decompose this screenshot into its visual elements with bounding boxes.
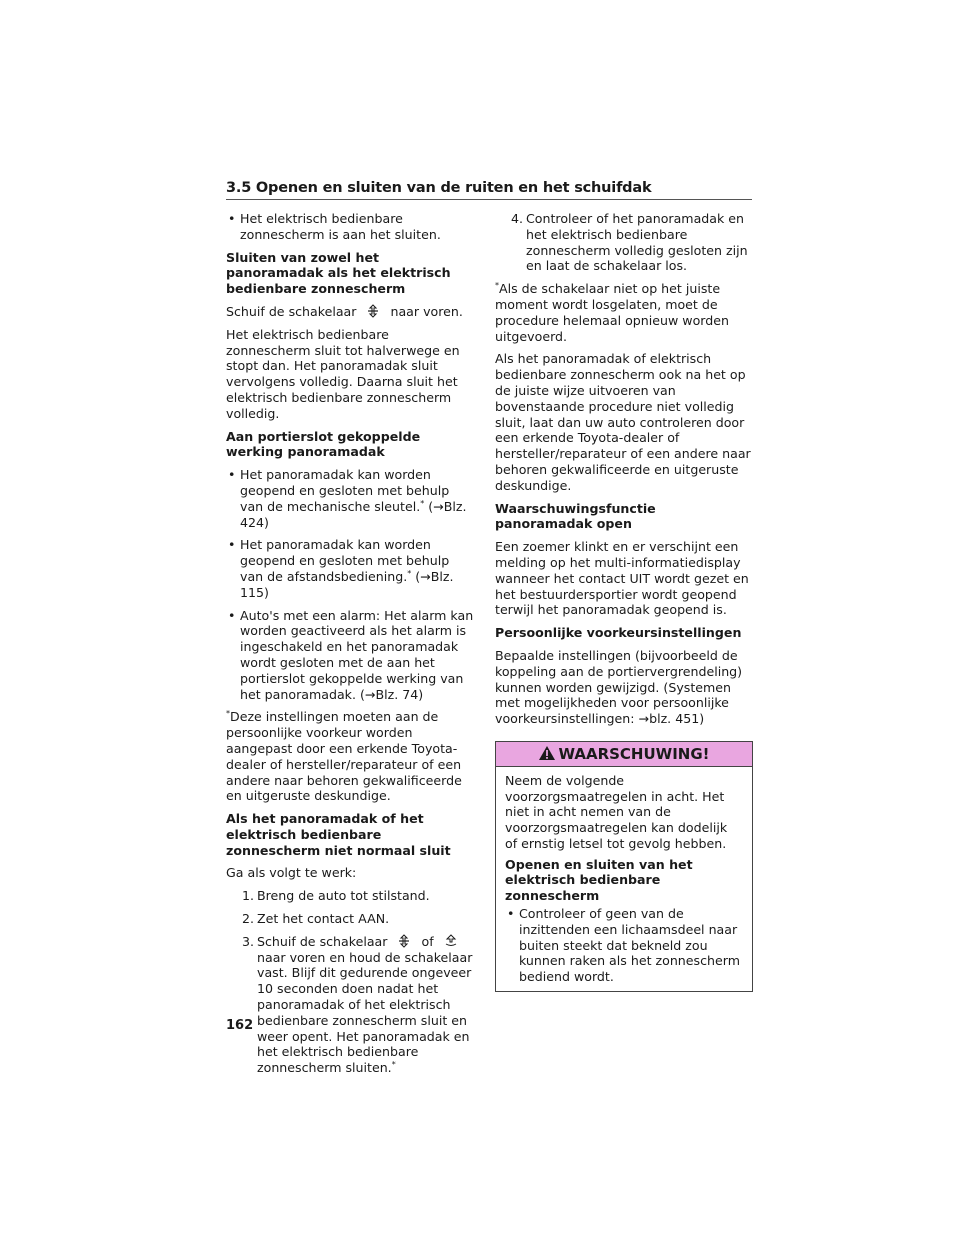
- footnote: [495, 281, 753, 344]
- roof-switch-icon: [397, 934, 411, 948]
- step-number: 2.: [241, 911, 254, 927]
- warning-triangle-icon: [538, 745, 556, 761]
- page-number: 162: [226, 1018, 254, 1033]
- step-text: Breng de auto tot stilstand.: [257, 888, 430, 904]
- step-item: [226, 911, 474, 927]
- step-text-part: of: [421, 933, 434, 949]
- slide-instruction: [226, 304, 474, 320]
- footnote: [226, 709, 474, 804]
- warning-text: Neem de volgende voorzorgsmaatregelen in acht. Het niet in acht nemen van de voorzorgsmaatregelen kan dodelijk of ernstig letsel tot gevolg hebben.: [505, 772, 728, 851]
- footnote-mark: *: [407, 568, 412, 578]
- list-item-text: Het panoramadak kan worden geopend en gesloten met behulp van de afstandsbediening.: [240, 537, 450, 584]
- if-not-closed-text: Als het panoramadak of elektrisch bedienbare zonnescherm ook na het op de juiste wijze uitvoeren van bovenstaande procedure niet volledig sluit, laat dan uw auto controleren door een erkende Toyota-dealer of hersteller/reparateur of een andere naar behoren gekwalificeerde en uitgeruste deskundige.: [495, 351, 751, 493]
- close-description: Het elektrisch bedienbare zonnescherm sluit tot halverwege en stopt dan. Het panoramadak sluit vervolgens volledig. Daarna sluit het elektrisch bedienbare zonnescherm volledig.: [226, 326, 460, 421]
- page-reference: (→Blz. 424): [240, 498, 467, 530]
- heading-not-normal: Als het panoramadak of het elektrisch bedienbare zonnescherm niet normaal sluit: [226, 811, 451, 858]
- step-text-part: Schuif de schakelaar: [257, 933, 388, 949]
- heading-close-both: Sluiten van zowel het panoramadak als het elektrisch bedienbare zonnescherm: [226, 249, 451, 297]
- heading-warning-function: Waarschuwingsfunctie panoramadak open: [495, 500, 656, 532]
- footnote-text: Als de schakelaar niet op het juiste moment wordt losgelaten, moet de procedure helemaal opnieuw worden uitgevoerd.: [495, 281, 729, 344]
- warning-body: [496, 767, 752, 991]
- warning-box: [495, 741, 753, 992]
- heading-door-lock: Aan portierslot gekoppelde werking panoramadak: [226, 428, 421, 460]
- step-number: 1.: [241, 888, 254, 904]
- step-number: 4.: [510, 211, 523, 226]
- step-text-part: naar voren en houd de schakelaar vast. Blijf dit gedurende ongeveer 10 seconden doen nadat het panoramadak of het elektrisch bedienbare zonnescherm sluit en weer opent. Het panoramadak en het elektrisch bedienbare zonnescherm sluiten.: [257, 949, 473, 1076]
- step-text: [257, 934, 474, 1076]
- warning-title-text: WAARSCHUWING!: [558, 744, 710, 763]
- list-item: • Controleer of geen van de inzittenden een lichaamsdeel naar buiten steekt dat bekneld zou kunnen raken als het zonnescherm bediend wordt.: [505, 906, 743, 985]
- slide-pre-text: Schuif de schakelaar: [226, 303, 357, 319]
- section-header: 3.5 Openen en sluiten van de ruiten en het schuifdak: [226, 180, 752, 200]
- page-reference: (→Blz. 115): [240, 568, 454, 600]
- list-item-text: Auto's met een alarm: Het alarm kan worden geactiveerd als het alarm is ingeschakeld en het panoramadak wordt gesloten met de aan het portierslot gekoppelde werking van het panoramadak.: [240, 607, 474, 702]
- steps-intro: Ga als volgt te werk:: [226, 865, 357, 881]
- footnote-mark: *: [391, 1060, 396, 1070]
- list-item: • Het elektrisch bedienbare zonnescherm is aan het sluiten.: [226, 211, 474, 243]
- footnote-mark: *: [420, 498, 425, 508]
- list-item: [226, 608, 474, 703]
- slide-post-text: naar voren.: [390, 303, 463, 319]
- footnote-mark: *: [226, 709, 230, 719]
- list-item: [226, 537, 474, 600]
- step-number: 3.: [241, 933, 254, 949]
- warning-title: [496, 742, 752, 767]
- list-item-text: Het panoramadak kan worden geopend en gesloten met behulp van de mechanische sleutel.: [240, 467, 450, 514]
- warning-heading: Openen en sluiten van het elektrisch bedienbare zonnescherm: [505, 856, 693, 904]
- footnote-text: Deze instellingen moeten aan de persoonlijke voorkeur worden aangepast door een erkende Toyota-dealer of hersteller/reparateur of een andere naar behoren gekwalificeerde en uitgeruste deskundige.: [226, 709, 462, 804]
- step-text: Zet het contact AAN.: [257, 911, 390, 927]
- footnote-mark: *: [495, 281, 499, 290]
- list-item: [226, 467, 474, 530]
- step-item: [226, 934, 474, 1076]
- step-text: Controleer of het panoramadak en het elektrisch bedienbare zonnescherm volledig gesloten zijn en laat de schakelaar los.: [526, 211, 748, 274]
- step-item: [495, 211, 753, 274]
- step-item: [226, 888, 474, 904]
- warning-function-text: Een zoemer klinkt en er verschijnt een melding op het multi-informatiedisplay wanneer het contact UIT wordt gezet en het bestuurdersportier wordt geopend terwijl het panoramadak geopend is.: [495, 539, 749, 618]
- page-reference: (→Blz. 74): [359, 686, 424, 702]
- heading-personal-settings: Persoonlijke voorkeursinstellingen: [495, 625, 742, 641]
- sunshade-switch-icon: [444, 934, 458, 948]
- left-column: [226, 211, 474, 1083]
- personal-settings-text: Bepaalde instellingen (bijvoorbeeld de koppeling aan de portiervergrendeling) kunnen worden gewijzigd. (Systemen met mogelijkheden voor persoonlijke voorkeursinstellingen: →blz. 451): [495, 647, 743, 727]
- roof-switch-icon: [366, 304, 380, 318]
- right-column: [495, 211, 753, 992]
